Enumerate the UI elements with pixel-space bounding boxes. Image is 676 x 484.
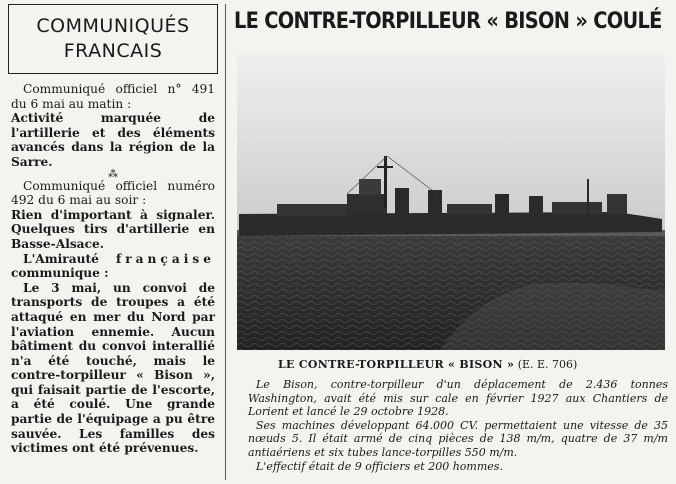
column-divider bbox=[225, 4, 226, 480]
article-headline: LE CONTRE-TORPILLEUR « BISON » COULÉ bbox=[234, 8, 662, 34]
caption-title: LE CONTRE-TORPILLEUR « BISON » bbox=[278, 358, 515, 371]
communique-491-intro: Communiqué officiel n° 491 du 6 mai au matin : bbox=[11, 82, 215, 111]
amiraute-suffix: communique : bbox=[11, 266, 109, 281]
amiraute-spaced: française bbox=[116, 251, 215, 266]
caption-credit: (E. E. 706) bbox=[517, 358, 578, 371]
photo-caption bbox=[278, 358, 668, 371]
article-paragraph-3: L'effectif était de 9 officiers et 200 hommes. bbox=[256, 459, 503, 473]
article bbox=[234, 0, 672, 484]
article-paragraph-1: Le Bison, contre-torpilleur d'un déplacement de 2.436 tonnes Washington, avait été mis sur cale en février 1927 aux Chantiers de Lorient et lancé le 29 octobre 1928. bbox=[248, 378, 668, 419]
communique-492-intro: Communiqué officiel numéro 492 du 6 mai au soir : bbox=[11, 178, 215, 208]
amiraute-prefix: L'Amirauté bbox=[23, 251, 99, 266]
article-body bbox=[248, 378, 668, 473]
communiques-heading-box bbox=[8, 4, 218, 74]
amiraute-intro bbox=[11, 252, 215, 281]
communique-491-text: Activité marquée de l'artillerie et des éléments avancés dans la région de la Sarre. bbox=[11, 111, 215, 169]
article-paragraph-2: Ses machines développant 64.000 CV. permettaient une vitesse de 35 nœuds 5. Il était armé de cinq pièces de 138 m/m, quatre de 37 m/m antiaériens et six tubes lance-torpilles 550 m/m. bbox=[248, 418, 668, 459]
communique-492-text: Rien d'important à signaler. Quelques tirs d'artillerie en Basse-Alsace. bbox=[11, 207, 215, 251]
heading-line-2: FRANCAIS bbox=[63, 40, 163, 62]
communiques-column bbox=[8, 4, 218, 480]
amiraute-communique-text: Le 3 mai, un convoi de transports de troupes a été attaqué en mer du Nord par l'aviation ennemie. Aucun bâtiment du convoi interallié n'a été touché, mais le contre-torpilleur « Bison », qui faisait partie de l'escorte, a été coulé. Une grande partie de l'équipage a pu être sauvée. Les familles des victimes ont été prévenues. bbox=[11, 280, 215, 456]
heading-line-1: COMMUNIQUÉS bbox=[36, 15, 190, 37]
destroyer-photo-icon bbox=[237, 54, 665, 350]
destroyer-photo bbox=[237, 54, 665, 350]
communiques-text bbox=[8, 74, 218, 456]
asterism-separator: ⁂ bbox=[108, 168, 118, 180]
